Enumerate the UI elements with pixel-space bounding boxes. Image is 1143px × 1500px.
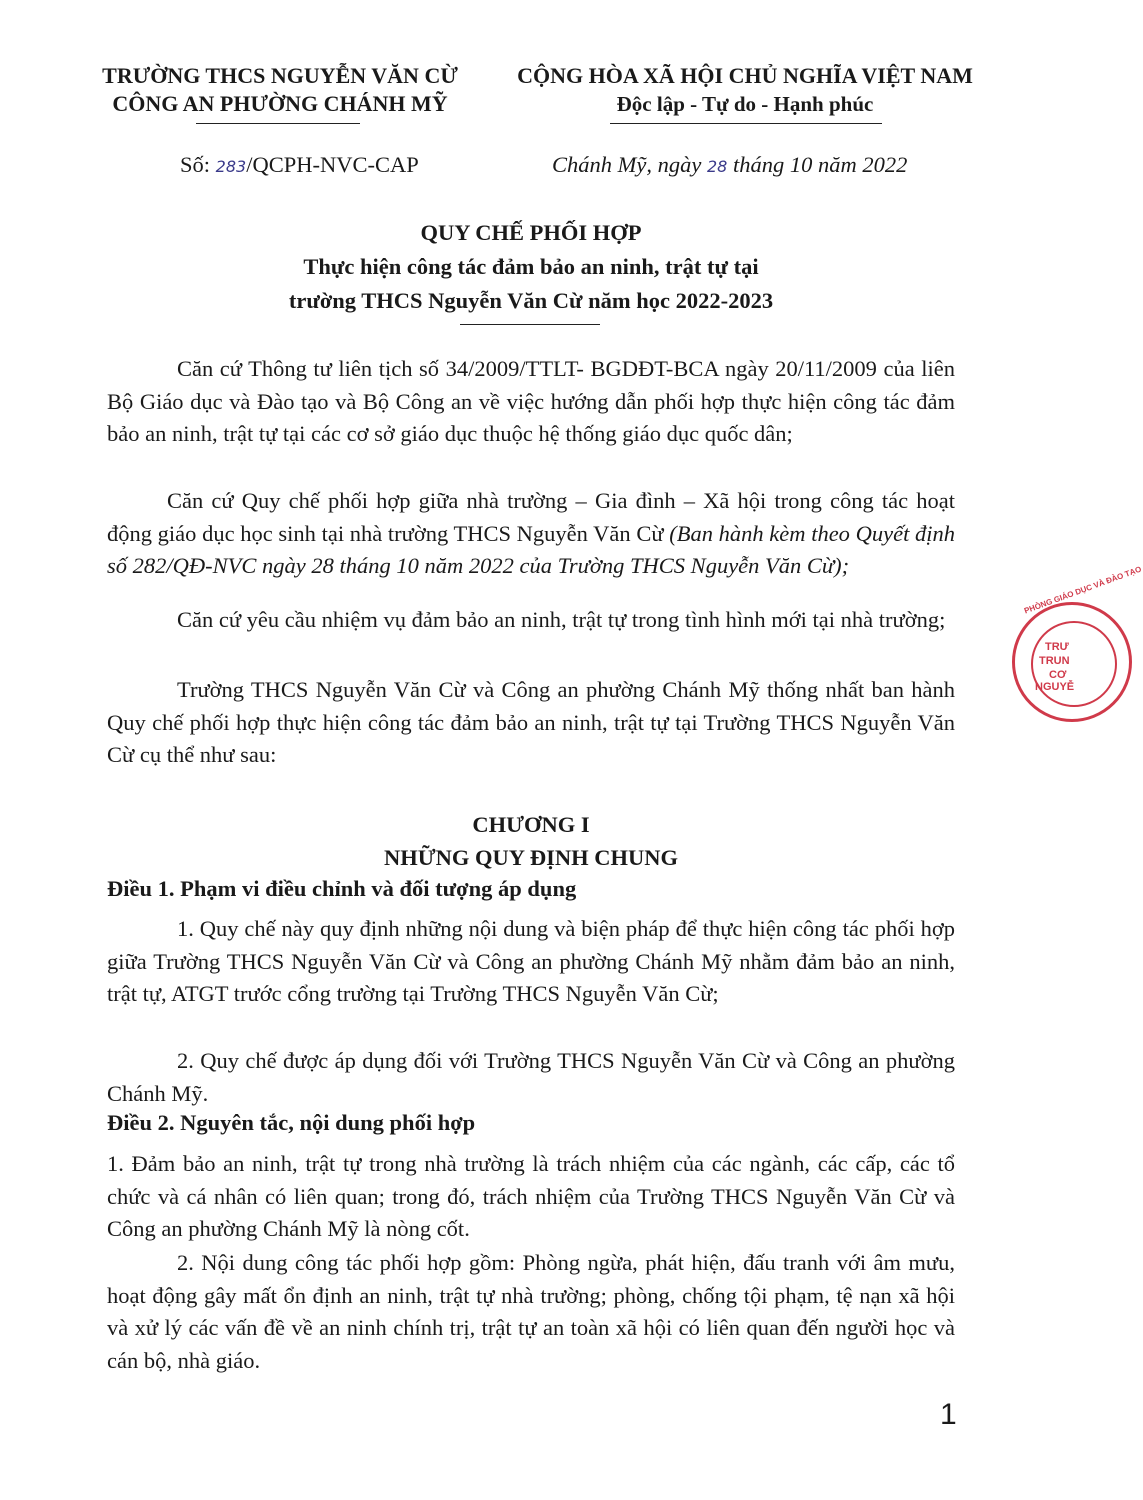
document-number-handwritten: 283 <box>215 157 247 176</box>
article2-clause2-text: 2. Nội dung công tác phối hợp gồm: Phòng ngừa, phát hiện, đấu tranh với âm mưu, hoạt động gây mất ổn định an ninh, trật tự nhà trường; phòng, chống tội phạm, tệ nạn xã hội và xử lý các vấn đề về an ninh chính trị, trật tự an toàn xã hội có liên quan đến người học và cán bộ, nhà giáo. <box>107 1250 955 1373</box>
article2-clause1 <box>107 1148 955 1246</box>
chapter-title: NHỮNG QUY ĐỊNH CHUNG <box>384 845 678 870</box>
article1-heading: Điều 1. Phạm vi điều chỉnh và đối tượng áp dụng <box>107 876 577 901</box>
article1-clause2 <box>107 1045 955 1110</box>
article2-clause2 <box>107 1247 955 1377</box>
document-date <box>552 152 907 178</box>
police-unit-name: CÔNG AN PHƯỜNG CHÁNH MỸ <box>112 91 448 116</box>
preamble-agreement-text: Trường THCS Nguyễn Văn Cừ và Công an phường Chánh Mỹ thống nhất ban hành Quy chế phối hợp thực hiện công tác đảm bảo an ninh, trật tự tại Trường THCS Nguyễn Văn Cừ cụ thể như sau: <box>107 677 955 767</box>
document-title: QUY CHẾ PHỐI HỢP <box>420 220 642 245</box>
preamble-basis-circular <box>107 353 955 451</box>
chapter-number: CHƯƠNG I <box>472 812 590 837</box>
national-motto: Độc lập - Tự do - Hạnh phúc <box>616 92 874 116</box>
preamble-basis-circular-text: Căn cứ Thông tư liên tịch số 34/2009/TTLT- BGDĐT-BCA ngày 20/11/2009 của liên Bộ Giáo dục và Đào tạo và Bộ Công an về việc hướng dẫn phối hợp thực hiện công tác đảm bảo an ninh, trật tự tại các cơ sở giáo dục thuộc hệ thống giáo dục quốc dân; <box>107 356 955 446</box>
header-left-rule <box>196 123 360 124</box>
document-number-prefix: Số: <box>180 152 216 177</box>
article2-clause1-text: 1. Đảm bảo an ninh, trật tự trong nhà trường là trách nhiệm của các ngành, các cấp, các tổ chức và cá nhân có liên quan; trong đó, trách nhiệm của Trường THCS Nguyễn Văn Cừ và Công an phường Chánh Mỹ là nòng cốt. <box>107 1151 955 1241</box>
document-number-suffix: /QCPH-NVC-CAP <box>246 152 419 177</box>
document-subtitle-line2: trường THCS Nguyễn Văn Cừ năm học 2022-2023 <box>288 288 774 313</box>
seal-center-line4: NGUYỄ <box>1035 681 1075 693</box>
preamble-basis-regulation-text <box>107 485 955 583</box>
seal-center-line2: TRUN <box>1039 655 1070 667</box>
seal-center-line3: CƠ <box>1049 669 1067 681</box>
preamble-agreement <box>107 674 955 772</box>
page-number: 1 <box>940 1398 957 1431</box>
title-rule <box>460 324 600 325</box>
date-day-handwritten: 28 <box>706 157 728 176</box>
date-suffix: tháng 10 năm 2022 <box>727 152 908 177</box>
article2-heading: Điều 2. Nguyên tắc, nội dung phối hợp <box>107 1110 476 1135</box>
seal-center-line1: TRƯ <box>1045 641 1069 653</box>
preamble-regulation-italic: (Ban hành kèm theo Quyết định số 282/QĐ-NVC ngày 28 tháng 10 năm 2022 của Trường THCS Nguyễn Văn Cừ); <box>107 520 955 578</box>
article1-clause2-text: 2. Quy chế được áp dụng đối với Trường THCS Nguyễn Văn Cừ và Công an phường Chánh Mỹ. <box>107 1048 955 1106</box>
date-prefix: Chánh Mỹ, ngày <box>552 152 707 177</box>
national-title: CỘNG HÒA XÃ HỘI CHỦ NGHĨA VIỆT NAM <box>517 63 973 88</box>
school-name: TRƯỜNG THCS NGUYỄN VĂN CỪ <box>102 63 458 88</box>
article1-clause1-text: 1. Quy chế này quy định những nội dung và biện pháp để thực hiện công tác phối hợp giữa Trường THCS Nguyễn Văn Cừ và Công an phường Chánh Mỹ nhằm đảm bảo an ninh, trật tự, ATGT trước cổng trường tại Trường THCS Nguyễn Văn Cừ; <box>107 916 955 1006</box>
preamble-basis-requirement-text: Căn cứ yêu cầu nhiệm vụ đảm bảo an ninh, trật tự trong tình hình mới tại nhà trường; <box>177 607 946 632</box>
preamble-regulation-normal: Căn cứ Quy chế phối hợp giữa nhà trường – Gia đình – Xã hội trong công tác hoạt động giáo dục học sinh tại nhà trường THCS Nguyễn Văn Cừ <box>107 488 955 546</box>
header-right-rule <box>610 123 882 124</box>
preamble-basis-regulation <box>107 485 955 583</box>
document-subtitle-line1: Thực hiện công tác đảm bảo an ninh, trật tự tại <box>303 254 759 279</box>
document-number <box>180 152 419 178</box>
preamble-basis-requirement <box>107 604 955 637</box>
official-seal <box>1012 564 1143 722</box>
article1-clause1 <box>107 913 955 1011</box>
seal-ring-text: PHÒNG GIÁO DỤC VÀ ĐÀO TẠO <box>1023 564 1143 616</box>
